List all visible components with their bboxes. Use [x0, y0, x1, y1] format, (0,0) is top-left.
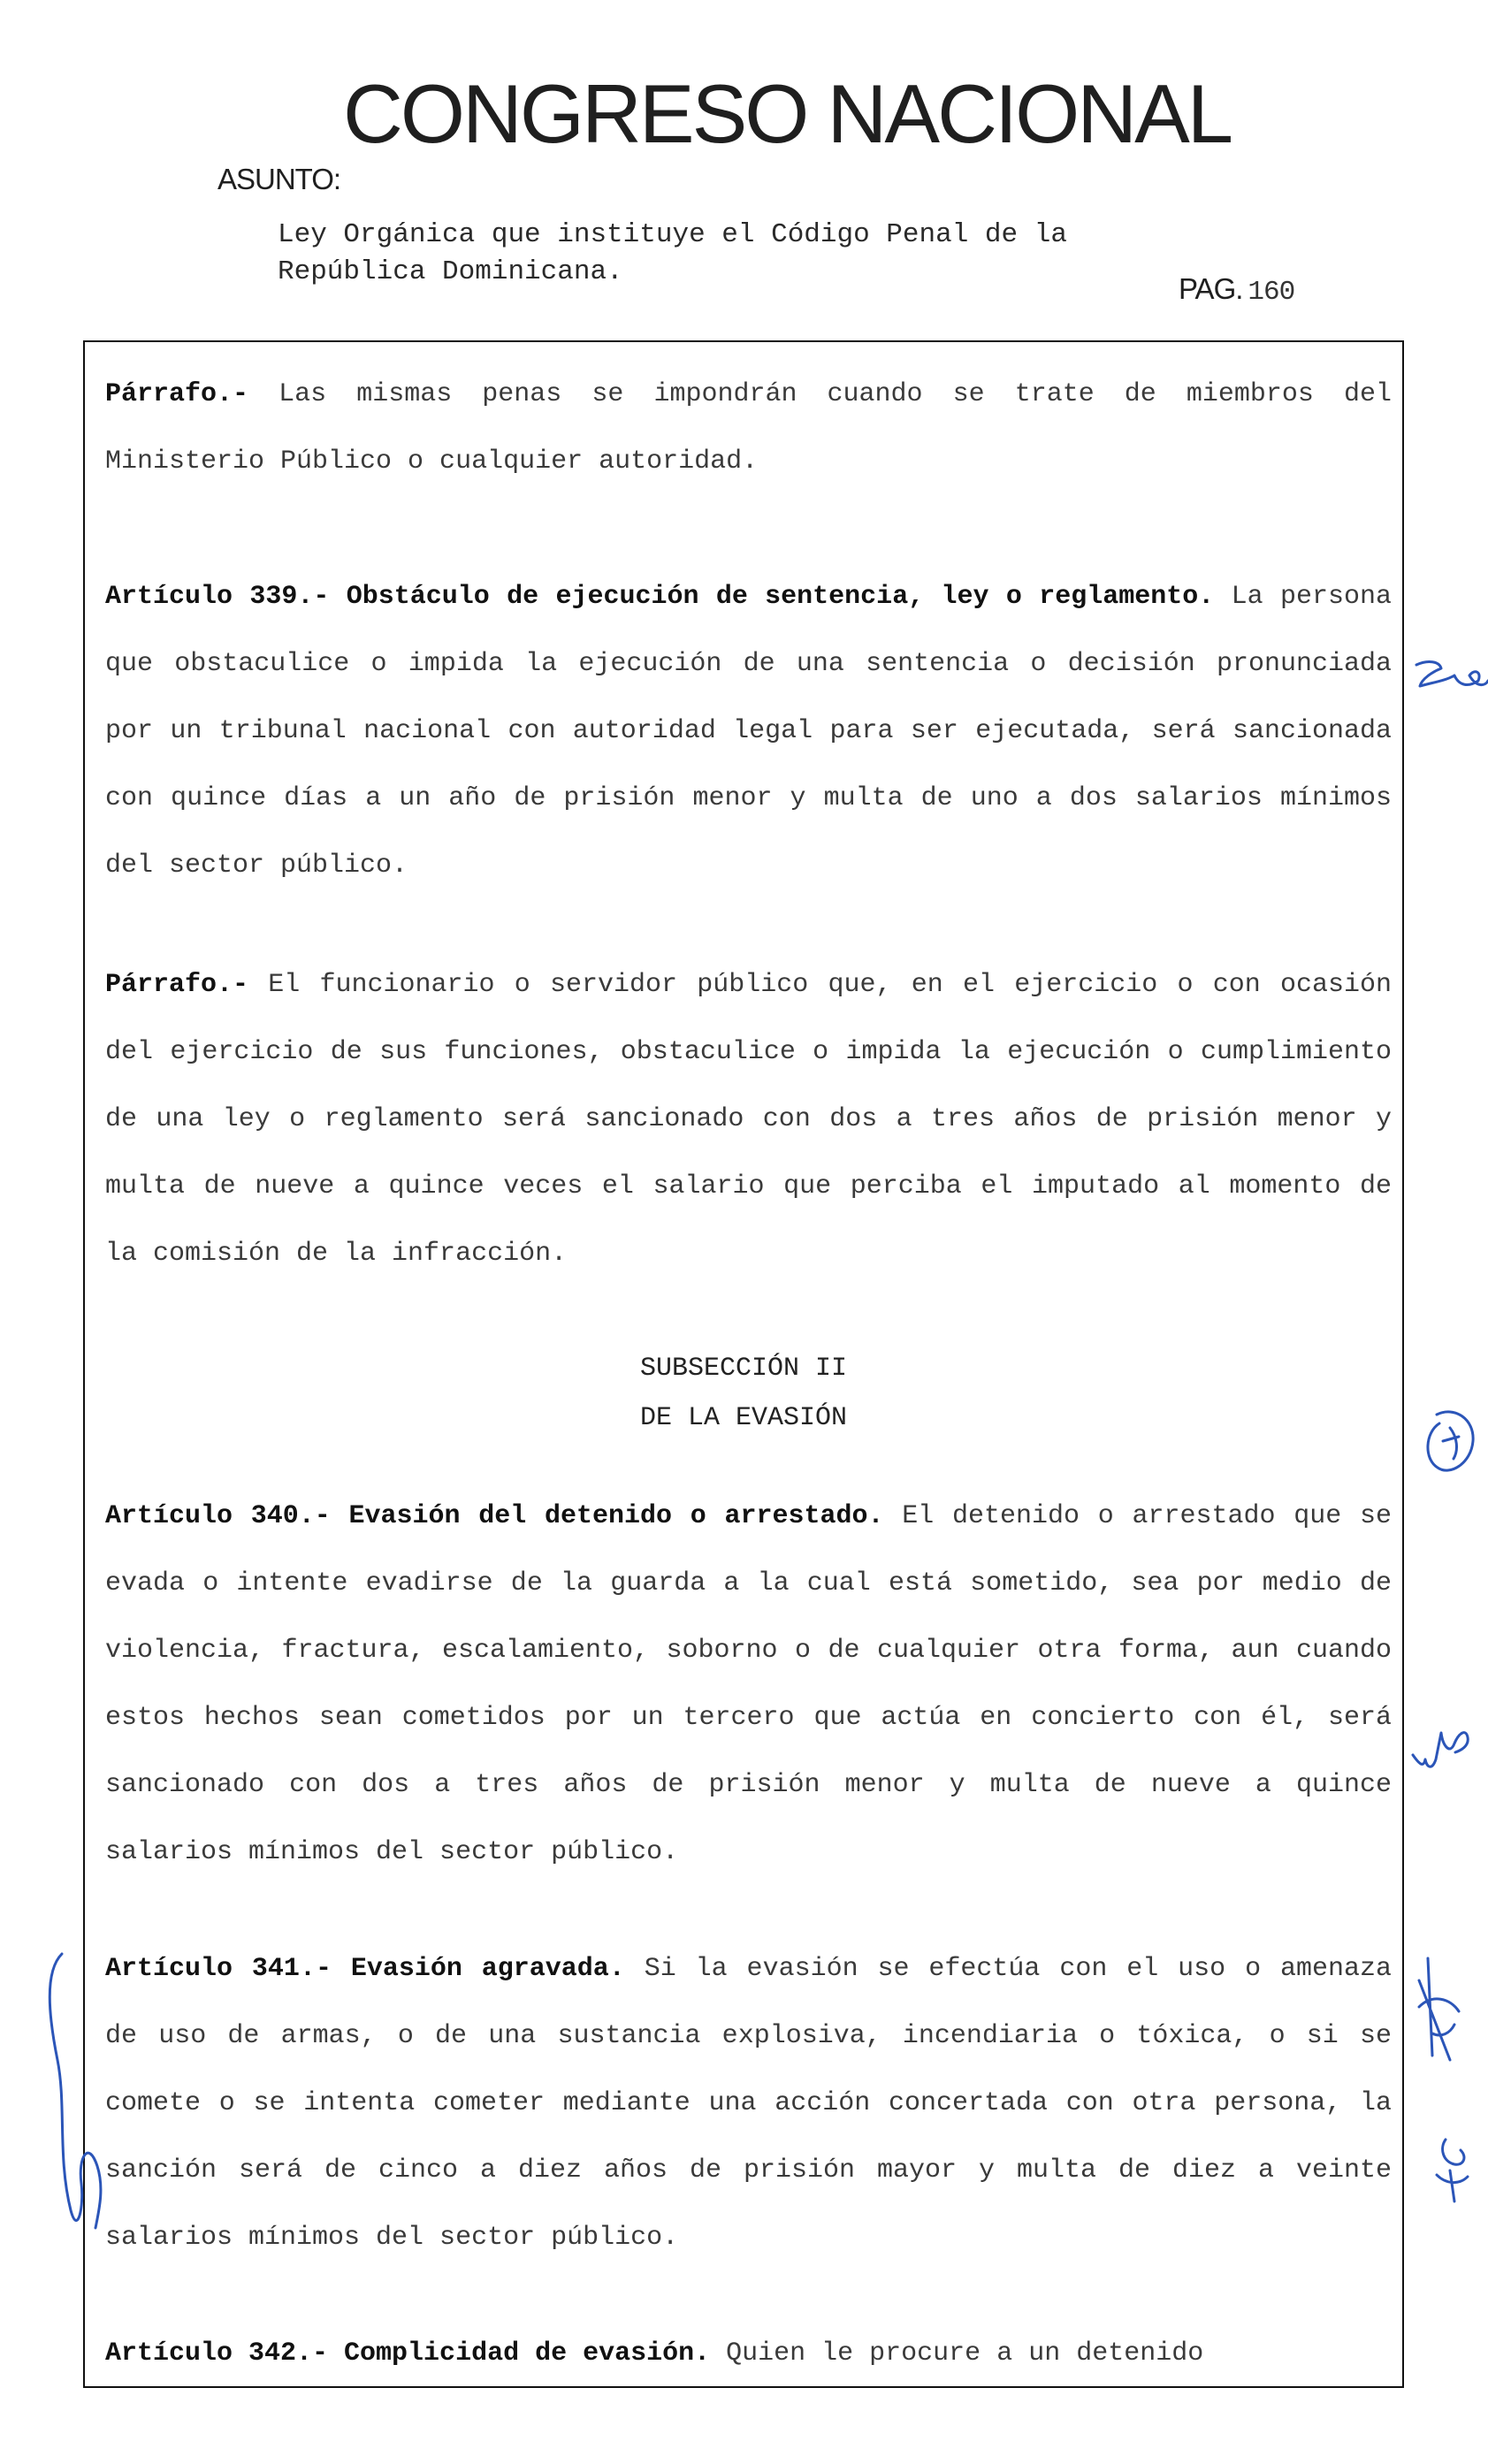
subsection-subtitle: DE LA EVASIÓN — [639, 1403, 848, 1433]
article-340 — [105, 1483, 1392, 1886]
page-indicator — [1179, 272, 1294, 308]
article-text: El detenido o arrestado que se evada o intente evadirse de la guarda a la cual está sometido, sea por medio de violencia, fractura, escalamiento, soborno o de cualquier otra forma, aun cuando estos hechos sean cometidos por un tercero que actúa en concierto con él, será sancionado con dos a tres años de prisión menor y multa de nueve a quince salarios mínimos del sector público. — [105, 1501, 1392, 1867]
subsection-heading — [83, 1344, 1404, 1443]
paragraph-heading: Párrafo.- — [105, 379, 249, 409]
article-342 — [105, 2320, 1392, 2387]
congress-title: CONGRESO NACIONAL — [343, 67, 1232, 160]
article-text: Si la evasión se efectúa con el uso o amenaza de uso de armas, o de una sustancia explosiva, incendiaria o tóxica, o si se comete o se intenta cometer mediante una acción concertada con otra persona, la sanción será de cinco a diez años de prisión mayor y multa de diez a veinte salarios mínimos del sector público. — [105, 1954, 1393, 2253]
margin-initials-2 — [1413, 1733, 1468, 1767]
paragraph-parrafo-1 — [105, 361, 1392, 495]
article-339 — [105, 563, 1392, 899]
margin-initials-1 — [1416, 662, 1488, 686]
paragraph-text: El funcionario o servidor público que, en el ejercicio o con ocasión del ejercicio de sus funciones, obstaculice o impida la ejecución o cumplimiento de una ley o reglamento será sancionado con dos a tres años de prisión menor y multa de nueve a quince veces el salario que perciba el imputado al momento de la comisión de la infracción. — [105, 970, 1392, 1269]
subject-line-2: República Dominicana. — [278, 256, 623, 287]
margin-signature-3 — [1419, 1958, 1459, 2060]
page-label: PAG. — [1179, 272, 1243, 305]
asunto-label: ASUNTO: — [217, 163, 341, 195]
article-heading: Artículo 339.- Obstáculo de ejecución de sentencia, ley o reglamento. — [105, 582, 1215, 612]
article-341 — [105, 1935, 1392, 2271]
subject-text — [278, 217, 1250, 291]
paragraph-text: Las mismas penas se impondrán cuando se trate de miembros del Ministerio Público o cualquier autoridad. — [105, 379, 1392, 477]
paragraph-heading: Párrafo.- — [105, 970, 249, 1000]
article-text: La persona que obstaculice o impida la ejecución de una sentencia o decisión pronunciada por un tribunal nacional con autoridad legal para ser ejecutada, será sancionada con quince días a un año de prisión menor y multa de uno a dos salarios mínimos del sector público. — [105, 582, 1393, 881]
subsection-title: SUBSECCIÓN II — [639, 1354, 848, 1384]
margin-signature-circle — [1428, 1412, 1473, 1470]
page-number: 160 — [1248, 277, 1295, 308]
margin-initials-4 — [1437, 2140, 1468, 2201]
subject-line-1: Ley Orgánica que instituye el Código Penal de la — [278, 219, 1067, 250]
article-text: Quien le procure a un detenido — [726, 2338, 1204, 2369]
article-heading: Artículo 341.- Evasión agravada. — [105, 1954, 625, 1984]
article-heading: Artículo 342.- Complicidad de evasión. — [105, 2338, 711, 2369]
article-heading: Artículo 340.- Evasión del detenido o arrestado. — [105, 1501, 884, 1531]
paragraph-parrafo-2 — [105, 951, 1392, 1287]
